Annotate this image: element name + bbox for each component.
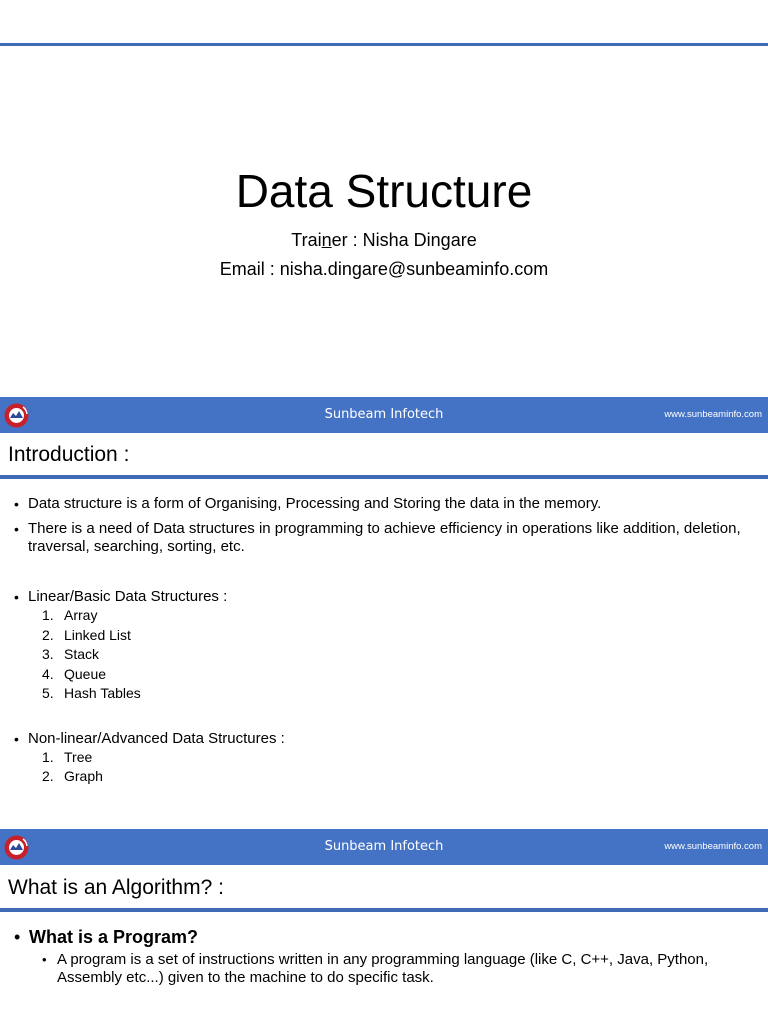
website-url[interactable]: www.sunbeaminfo.com xyxy=(664,841,762,852)
website-url[interactable]: www.sunbeaminfo.com xyxy=(664,409,762,420)
bullet-item: • Data structure is a form of Organising, Processing and Storing the data in the memory. xyxy=(14,495,754,513)
program-answer: • A program is a set of instructions written in any programming language (like C, C++, Java, Python, Assembly etc...) given to the machine to do specific task. xyxy=(14,951,754,987)
linear-heading: • Linear/Basic Data Structures : xyxy=(14,588,754,606)
list-item: 1. Tree xyxy=(42,748,93,765)
list-item: 3. Stack xyxy=(42,646,100,662)
brand-name: Sunbeam Infotech xyxy=(324,839,444,854)
nonlinear-heading: • Non-linear/Advanced Data Structures : xyxy=(14,730,754,748)
list-item: 4. Queue xyxy=(42,665,107,682)
bullet-item: • There is a need of Data structures in programming to achieve efficiency in operations like addition, deletion, traversal, searching, sorting, etc. xyxy=(14,520,754,556)
header-bar xyxy=(0,397,768,433)
nonlinear-list xyxy=(14,748,754,787)
list-item: 1. Array xyxy=(42,607,98,623)
header-bar xyxy=(0,829,768,865)
introduction-content xyxy=(14,495,754,787)
list-item: 5. Hash Tables xyxy=(42,685,141,701)
section-title-introduction: Introduction : xyxy=(8,443,130,466)
linear-list xyxy=(14,606,754,704)
email-line: Email : nisha.dingare@sunbeaminfo.com xyxy=(219,259,549,279)
algorithm-content xyxy=(14,926,754,987)
top-rule xyxy=(0,43,768,46)
list-item: 2. Graph xyxy=(42,768,103,784)
brand-name: Sunbeam Infotech xyxy=(324,407,444,422)
page-title: Data Structure xyxy=(235,165,533,217)
section-title-algorithm: What is an Algorithm? : xyxy=(8,876,224,899)
section-rule xyxy=(0,475,768,479)
section-rule xyxy=(0,908,768,912)
program-question: • What is a Program? xyxy=(14,926,754,948)
trainer-line: Trainer : Nisha Dingare xyxy=(291,230,477,250)
list-item: 2. Linked List xyxy=(42,626,131,643)
